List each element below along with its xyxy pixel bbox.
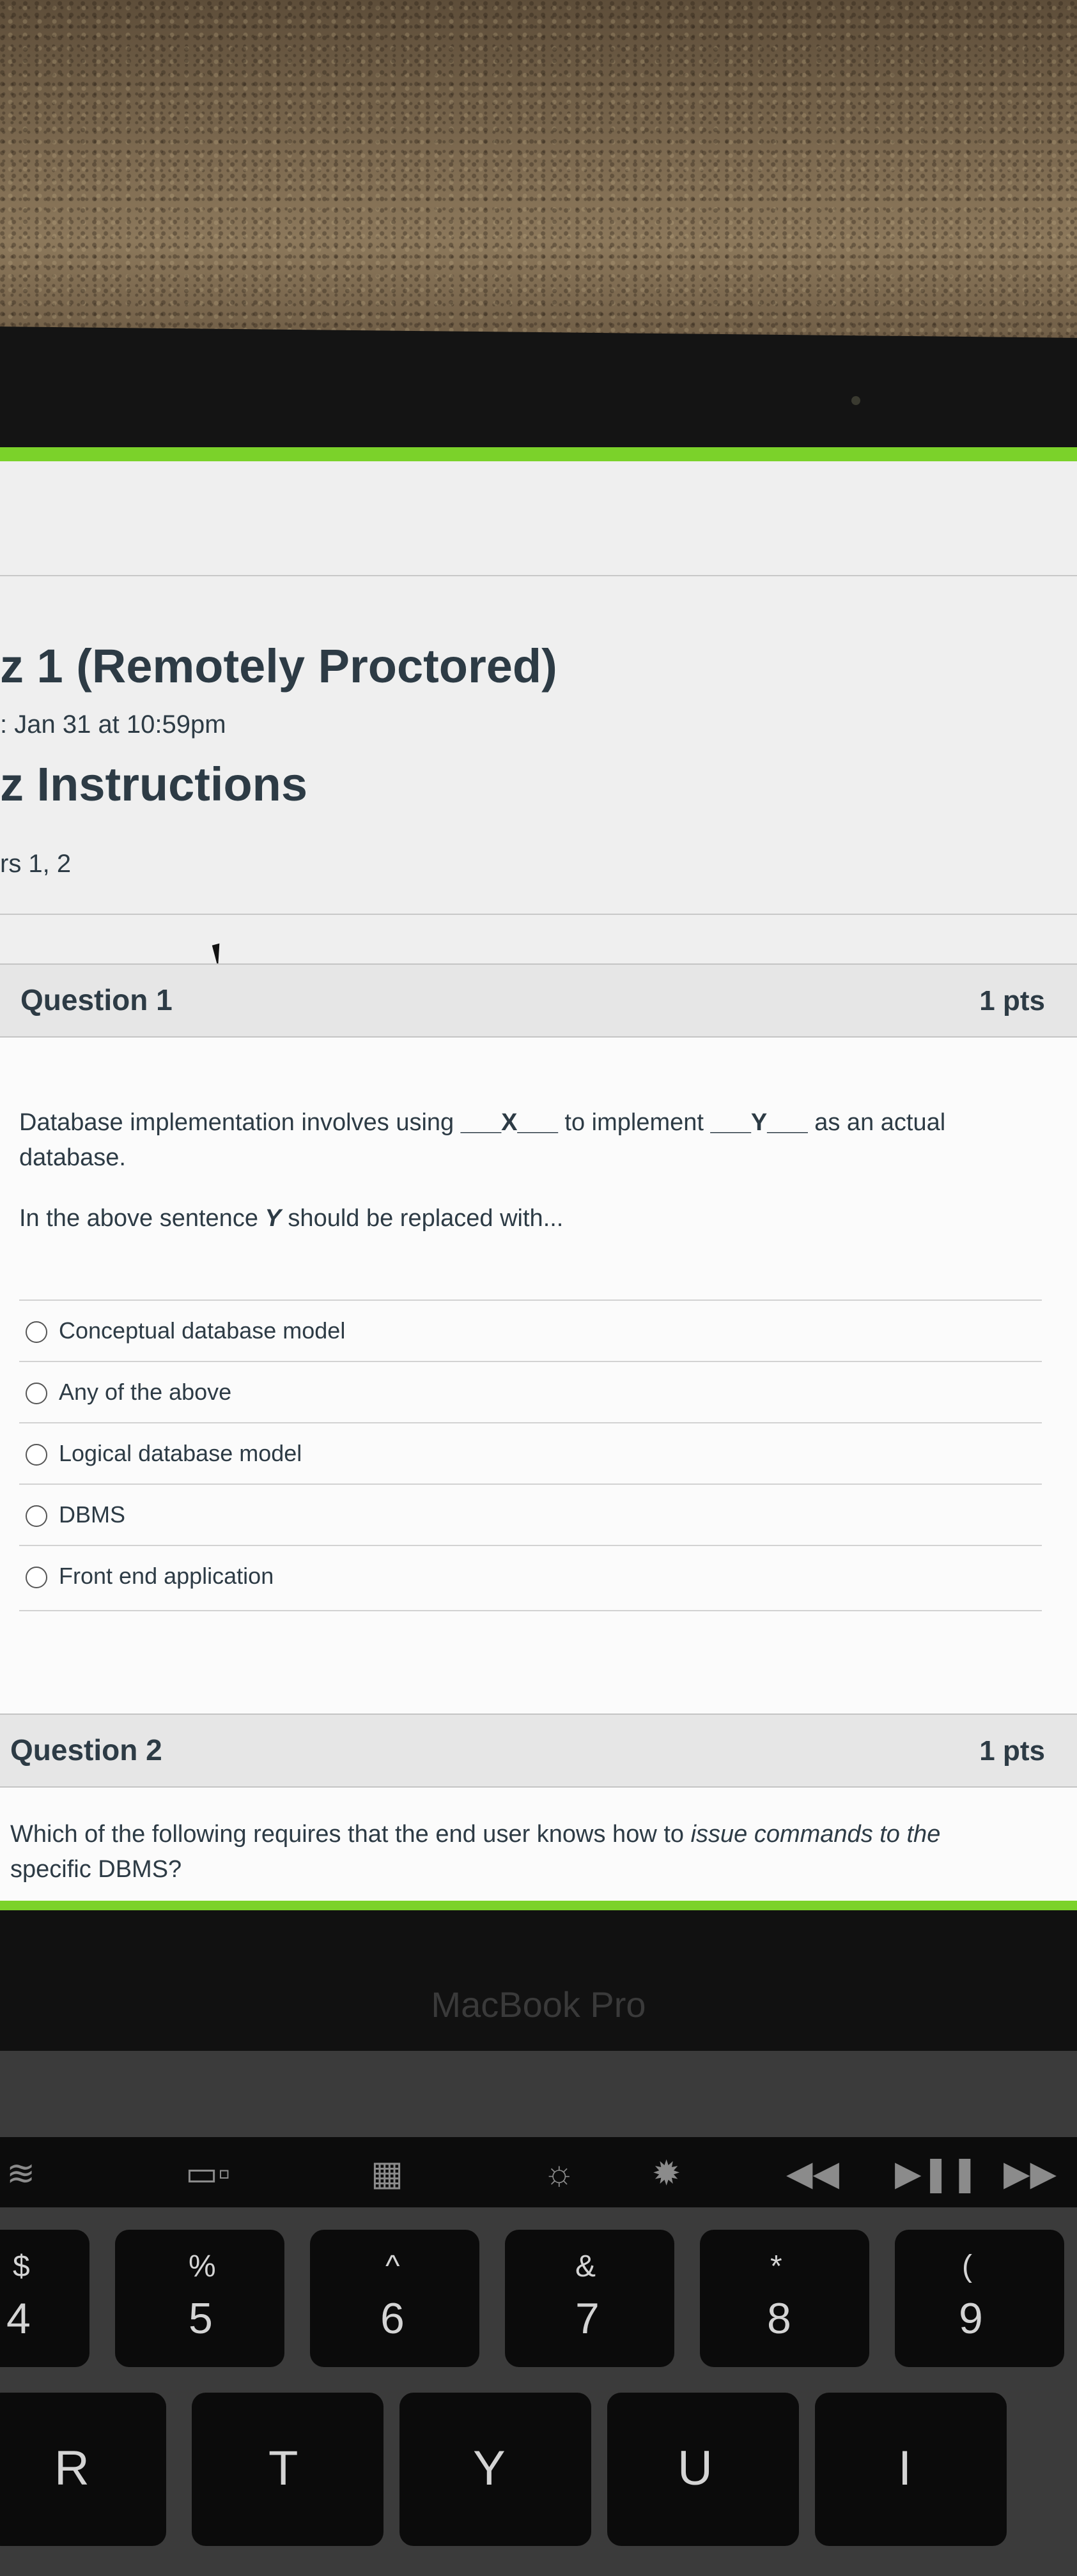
key-number: 5 — [189, 2294, 213, 2343]
key-r[interactable] — [0, 2393, 166, 2546]
textured-wall — [0, 0, 1077, 345]
due-date: : Jan 31 at 10:59pm — [0, 710, 226, 739]
key-y[interactable] — [399, 2393, 591, 2546]
question-1-prompt — [19, 1201, 1042, 1236]
question-text-part: Database implementation involves using — [19, 1109, 461, 1136]
question-1-card — [0, 963, 1077, 1716]
key-u[interactable] — [607, 2393, 799, 2546]
laptop-brand: MacBook Pro — [431, 1984, 646, 2025]
question-text-part: as an actual database. — [19, 1109, 946, 1171]
key-4[interactable] — [0, 2230, 89, 2367]
key-letter: U — [678, 2441, 713, 2496]
radio-button[interactable] — [26, 1383, 47, 1404]
question-2-header — [0, 1715, 1077, 1788]
key-number: 6 — [380, 2294, 405, 2343]
key-i[interactable] — [815, 2393, 1007, 2546]
question-1-points: 1 pts — [979, 985, 1045, 1016]
answer-label: DBMS — [59, 1501, 126, 1528]
prompt-text: In the above sentence — [19, 1205, 265, 1232]
brightness-up-icon[interactable]: ✹ — [652, 2154, 681, 2193]
divider — [0, 575, 1077, 576]
radio-button[interactable] — [26, 1321, 47, 1343]
answer-option[interactable] — [19, 1483, 1042, 1546]
key-number: 8 — [767, 2294, 791, 2343]
radio-button[interactable] — [26, 1505, 47, 1527]
answer-label: Front end application — [59, 1563, 274, 1589]
question-2-points: 1 pts — [979, 1735, 1045, 1767]
divider — [0, 914, 1077, 915]
answer-label: Any of the above — [59, 1379, 232, 1405]
key-number: 9 — [959, 2294, 983, 2343]
blank-x: ___X___ — [460, 1109, 558, 1136]
proctor-bar-top — [0, 447, 1077, 461]
instructions-heading: z Instructions — [0, 758, 308, 811]
key-t[interactable] — [192, 2393, 384, 2546]
answer-label: Logical database model — [59, 1440, 302, 1466]
question-1-title: Question 1 — [20, 983, 173, 1016]
key-symbol: & — [575, 2250, 596, 2283]
question-text-part: Which of the following requires that the end user knows how to — [10, 1821, 691, 1848]
key-letter: I — [898, 2441, 912, 2496]
key-7[interactable] — [505, 2230, 674, 2367]
question-text-part: to implement — [557, 1109, 711, 1136]
question-1-text — [19, 1105, 1042, 1176]
key-8[interactable] — [700, 2230, 869, 2367]
question-2-title: Question 2 — [10, 1733, 162, 1767]
key-9[interactable] — [895, 2230, 1064, 2367]
key-symbol: * — [770, 2250, 782, 2283]
laptop-top-bezel — [0, 326, 1077, 459]
answer-option[interactable] — [19, 1422, 1042, 1485]
answer-label: Conceptual database model — [59, 1317, 346, 1344]
rewind-icon[interactable]: ◀◀ — [786, 2154, 840, 2193]
prompt-variable: Y — [265, 1205, 281, 1232]
key-number: 7 — [575, 2294, 600, 2343]
key-5[interactable] — [115, 2230, 284, 2367]
key-letter: Y — [473, 2441, 506, 2496]
key-symbol: % — [189, 2250, 216, 2283]
key-letter: R — [54, 2441, 89, 2496]
key-number: 4 — [6, 2294, 31, 2343]
answer-option[interactable] — [19, 1545, 1042, 1607]
chapters-text: rs 1, 2 — [0, 850, 72, 878]
brightness-down-icon[interactable]: ☼ — [543, 2154, 575, 2192]
laptop-screen — [0, 447, 1077, 1917]
key-letter: T — [268, 2441, 298, 2496]
radio-button[interactable] — [26, 1567, 47, 1588]
play-pause-icon[interactable]: ▶❚❚ — [895, 2154, 980, 2193]
webcam — [851, 396, 860, 405]
question-2-text — [10, 1817, 1033, 1887]
launchpad-icon[interactable]: ▦ — [371, 2154, 404, 2193]
quiz-title: z 1 (Remotely Proctored) — [0, 640, 557, 693]
key-6[interactable] — [310, 2230, 479, 2367]
question-text-part: specific DBMS? — [10, 1856, 182, 1883]
siri-icon[interactable]: ≋ — [6, 2154, 36, 2193]
question-2-card — [0, 1713, 1077, 1917]
answer-option[interactable] — [19, 1361, 1042, 1423]
blank-y: ___Y___ — [710, 1109, 808, 1136]
fast-forward-icon[interactable]: ▶▶ — [1003, 2154, 1057, 2193]
key-symbol: ( — [962, 2250, 972, 2283]
key-symbol: $ — [13, 2250, 30, 2283]
divider — [19, 1610, 1042, 1611]
answer-option[interactable] — [19, 1300, 1042, 1362]
prompt-text: should be replaced with... — [281, 1205, 564, 1232]
key-symbol: ^ — [385, 2250, 400, 2283]
radio-button[interactable] — [26, 1444, 47, 1466]
question-text-emphasis: issue commands to the — [690, 1821, 941, 1848]
question-1-header — [0, 965, 1077, 1038]
mission-control-icon[interactable]: ▭▫ — [185, 2154, 231, 2193]
